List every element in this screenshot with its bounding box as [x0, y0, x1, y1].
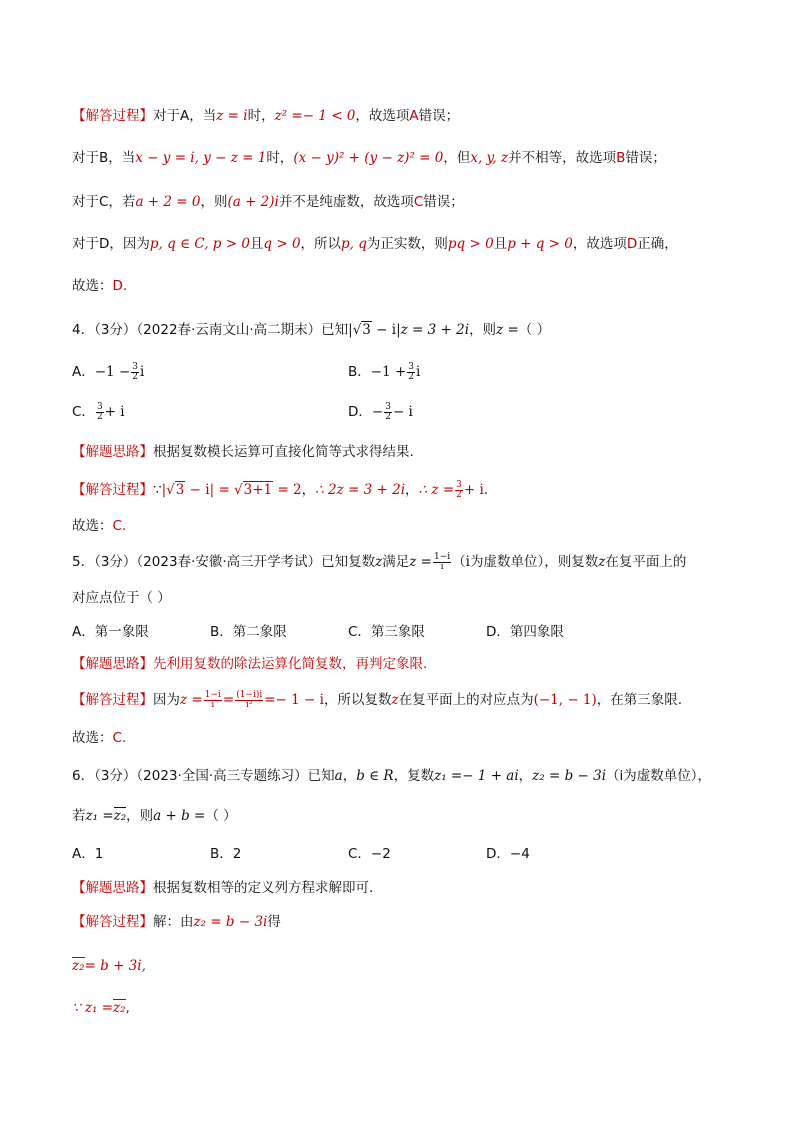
answer-q4: 故选：C. [72, 518, 127, 534]
process-q6-line3: ∵ z₁ =z₂, [72, 1000, 130, 1016]
option-b[interactable]: B．第二象限 [210, 624, 287, 640]
option-c[interactable]: C．−2 [348, 846, 391, 862]
solution-line-a: 【解答过程】对于A，当z = i时，z² =− 1 < 0，故选项A错误； [72, 108, 460, 124]
option-b[interactable]: B．2 [210, 846, 242, 862]
option-c[interactable]: C．第三象限 [348, 624, 425, 640]
option-d[interactable]: D．−4 [486, 846, 530, 862]
option-a[interactable]: A．−1 − $\frac{3}{2}$ i [72, 361, 145, 382]
option-a[interactable]: A．第一象限 [72, 624, 149, 640]
solution-line-b: 对于B，当x − y = i, y − z = 1时，(x − y)² + (y − z)² = 0，但x, y, z并不相等，故选项B错误； [72, 150, 666, 166]
option-a[interactable]: A．1 [72, 846, 104, 862]
option-c[interactable]: C． $\frac{3}{2}$ + i [72, 401, 125, 422]
process-q5: 【解答过程】因为z = $\frac{1-i}{i}$ = $\frac{(1-i)i}{\text{i²}}$ =− 1 − i，所以复数z在复平面上的对应点为(−1, − 1)，在第三象限. [72, 689, 683, 710]
tag-process: 【解答过程】 [72, 108, 153, 124]
idea-q5: 【解题思路】先利用复数的除法运算化简复数，再判定象限. [72, 656, 428, 672]
question-6-stem-line2: 若z₁ =z₂，则a + b =（ ） [72, 808, 237, 824]
solution-line-c: 对于C，若a + 2 = 0，则(a + 2)i并不是纯虚数，故选项C错误； [72, 194, 464, 210]
idea-q4: 【解题思路】根据复数模长运算可直接化简等式求得结果. [72, 444, 414, 460]
process-q6-line2: z₂= b + 3i, [72, 958, 146, 974]
process-q4: 【解答过程】∵|√3 − i| = √3+1 = 2，∴ 2z = 3 + 2i，∴ z = $\frac{3}{2}$ + i. [72, 479, 489, 500]
answer-q5: 故选：C. [72, 730, 127, 746]
question-5-stem-line2: 对应点位于（ ） [72, 590, 171, 606]
option-d[interactable]: D．第四象限 [486, 624, 564, 640]
process-q6: 【解答过程】解：由z₂ = b − 3i得 [72, 914, 281, 930]
answer-q3: 故选：D. [72, 278, 128, 294]
idea-q6: 【解题思路】根据复数相等的定义列方程求解即可. [72, 880, 374, 896]
solution-line-d: 对于D，因为p, q ∈ C, p > 0且q > 0，所以p, q为正实数，则pq > 0且p + q > 0，故选项D正确， [72, 236, 678, 252]
abs-expression: |√3 − i| [348, 322, 401, 338]
question-6-stem: 6．（3分）（2023·全国·高三专题练习）已知a，b ∈ R，复数z₁ =− 1 + ai，z₂ = b − 3i（i为虚数单位）， [72, 768, 712, 784]
question-4-stem: 4．（3分）（2022春·云南文山·高二期末）已知|√3 − i|z = 3 + 2i，则z =（ ） [72, 322, 551, 338]
option-b[interactable]: B．−1 + $\frac{3}{2}$ i [348, 361, 421, 382]
question-5-stem: 5．（3分）（2023春·安徽·高三开学考试）已知复数z满足z = $\frac{1-i}{i}$ （i为虚数单位），则复数z在复平面上的 [72, 551, 687, 572]
option-d[interactable]: D．− $\frac{3}{2}$ − i [348, 401, 413, 422]
